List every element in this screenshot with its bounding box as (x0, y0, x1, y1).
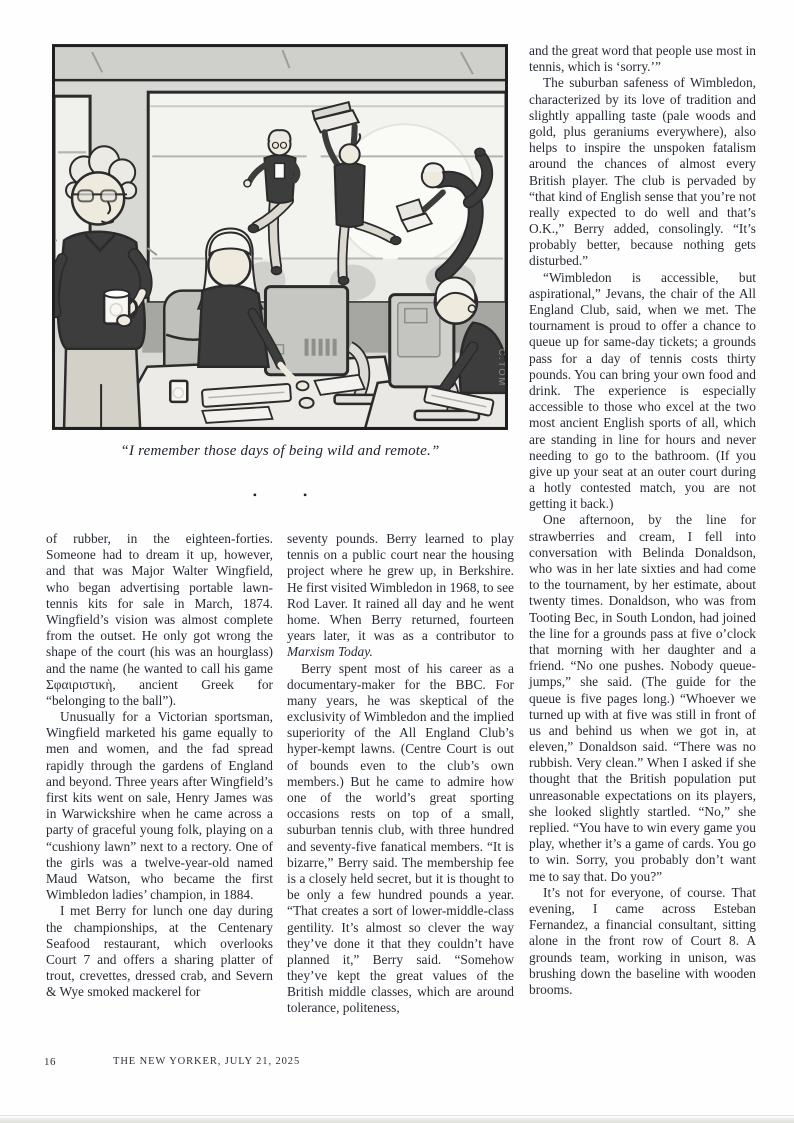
artist-signature: C.TOM (495, 348, 507, 387)
desk-mug (170, 381, 187, 402)
next-page-edge (0, 1115, 794, 1123)
article-paragraph: seventy pounds. Berry learned to play tennis on a public court near the housing project where he grew up, in Berkshire. He first visited Wimbledon in 1968, to see Rod Laver. It rained all day and he went home. When Berry returned, fourteen years later, it was as a contributor to Marxism Today. (287, 531, 514, 660)
article-column-1 (46, 531, 273, 1000)
cartoon-panel (52, 44, 508, 430)
article-paragraph: and the great word that people use most in tennis, which is ‘sorry.’” (529, 43, 756, 75)
separator-dot: • (252, 488, 257, 502)
publication-line: THE NEW YORKER, JULY 21, 2025 (113, 1056, 301, 1067)
article-column-3 (529, 43, 756, 998)
page-footer (0, 1056, 794, 1076)
article-paragraph: Berry spent most of his career as a documentary-maker for the BBC. For many years, he was skeptical of the exclusivity of Wimbledon and the implied superiority of the All England Club’s hyper-kempt lawns. (Centre Court is out of bounds even to the club’s own members.) But he came to admire how one of the world’s great sporting occasions rests on top of a small, suburban tennis club, with three hundred and seventy-five fanatical members. “It is bizarre,” Berry said. The membership fee is a closely held secret, but it is thought to be only a few hundred pounds a year. “That creates a sort of lower-middle-class gentility. It’s almost so clever the way they’ve done it that they couldn’t have planned it,” Berry said. “Somehow they’ve kept the great values of the British middle classes, which are around tolerance, politeness, (287, 660, 514, 1016)
article-paragraph: of rubber, in the eighteen-forties. Someone had to dream it up, however, and that was Major Walter Wingfield, who began advertising portable lawn-tennis kits for sale in March, 1874. Wingfield’s vision was almost complete from the outset. He only got wrong the shape of the court (his was an hourglass) and the name (he wanted to call his game Σφαιριστικὴ, ancient Greek for “belonging to the ball”). (46, 531, 273, 708)
article-paragraph: The suburban safeness of Wimbledon, characterized by its love of tradition and slightly appalling taste (pale woods and gold, plus geraniums everywhere), also helps to inspire the unspoken fatalism around the chances of almost every British player. The club is pervaded by “that kind of English sense that you’re not really expected to do well and that’s O.K.,” Berry added, consolingly. “It’s probably better, because nothing gets disturbed.” (529, 75, 756, 269)
article-paragraph: “Wimbledon is accessible, but aspirational,” Jevans, the chair of the All England Club, said, when we met. The tournament is proud to offer a chance to queue up for same-day tickets; a grounds pass for a day of tennis costs thirty pounds. You can bring your own food and drink. The experience is especially accessible to those who excel at the two most ancient English sports of all, which are standing in line for hours and never needing to go to the bathroom. (If you give up your seat at an outer court during a hotly contested match, you are not getting it back.) (529, 269, 756, 512)
section-separator (52, 488, 508, 503)
article-paragraph: It’s not for everyone, of course. That evening, I came across Esteban Fernandez, a financial consultant, sitting alone in the front row of Court 8. A grounds team, working in unison, was brushing down the baseline with wooden brooms. (529, 884, 756, 997)
article-paragraph: I met Berry for lunch one day during the championships, at the Centenary Seafood restaurant, which overlooks Court 7 and offers a sharing platter of trout, crevettes, dressed crab, and Severn & Wye smoked mackerel for (46, 903, 273, 1000)
mouse (300, 398, 314, 408)
separator-dot: • (303, 488, 308, 502)
article-paragraph: Unusually for a Victorian sportsman, Wingfield marketed his game equally to men and women, and the fad spread rapidly through the gardens of England and beyond. Three years after Wingfield’s first kits went on sale, Henry James was in Warwickshire when he came across a party of graceful young folk, playing on a “cushiony lawn” next to a rectory. One of the girls was a twelve-year-old named Maud Watson, who became the first Wimbledon ladies’ champion, in 1884. (46, 709, 273, 903)
article-column-2 (287, 531, 514, 1017)
cartoon-caption: “I remember those days of being wild and remote.” (120, 443, 440, 459)
page-number: 16 (44, 1056, 56, 1068)
ceiling (52, 44, 508, 80)
article-paragraph: One afternoon, by the line for strawberries and cream, I fell into conversation with Belinda Donaldson, who was in her late sixties and had come to the tournament, by her estimate, about twenty times. Donaldson, who was from Tooting Bec, in South London, had joined the line for a grounds pass at five o’clock that morning with her daughter and a friend. “No one pushes. Nobody queue-jumps,” she said. (The guide for the queue is five pages long.) “Whoever we turned up with at five was still in front of us and behind us when we got in, at eleven,” Donaldson said. “There was no rubbish. Very clean.” When I asked if she thought that the British population put unreasonable expectations on its players, she looked slightly startled. “No,” she replied. “You have to win every game you play, whether it’s a game of cards. You go to win. Sorry, you probably don’t want me to say that. Do you?” (529, 512, 756, 884)
cartoon-illustration (52, 44, 508, 430)
